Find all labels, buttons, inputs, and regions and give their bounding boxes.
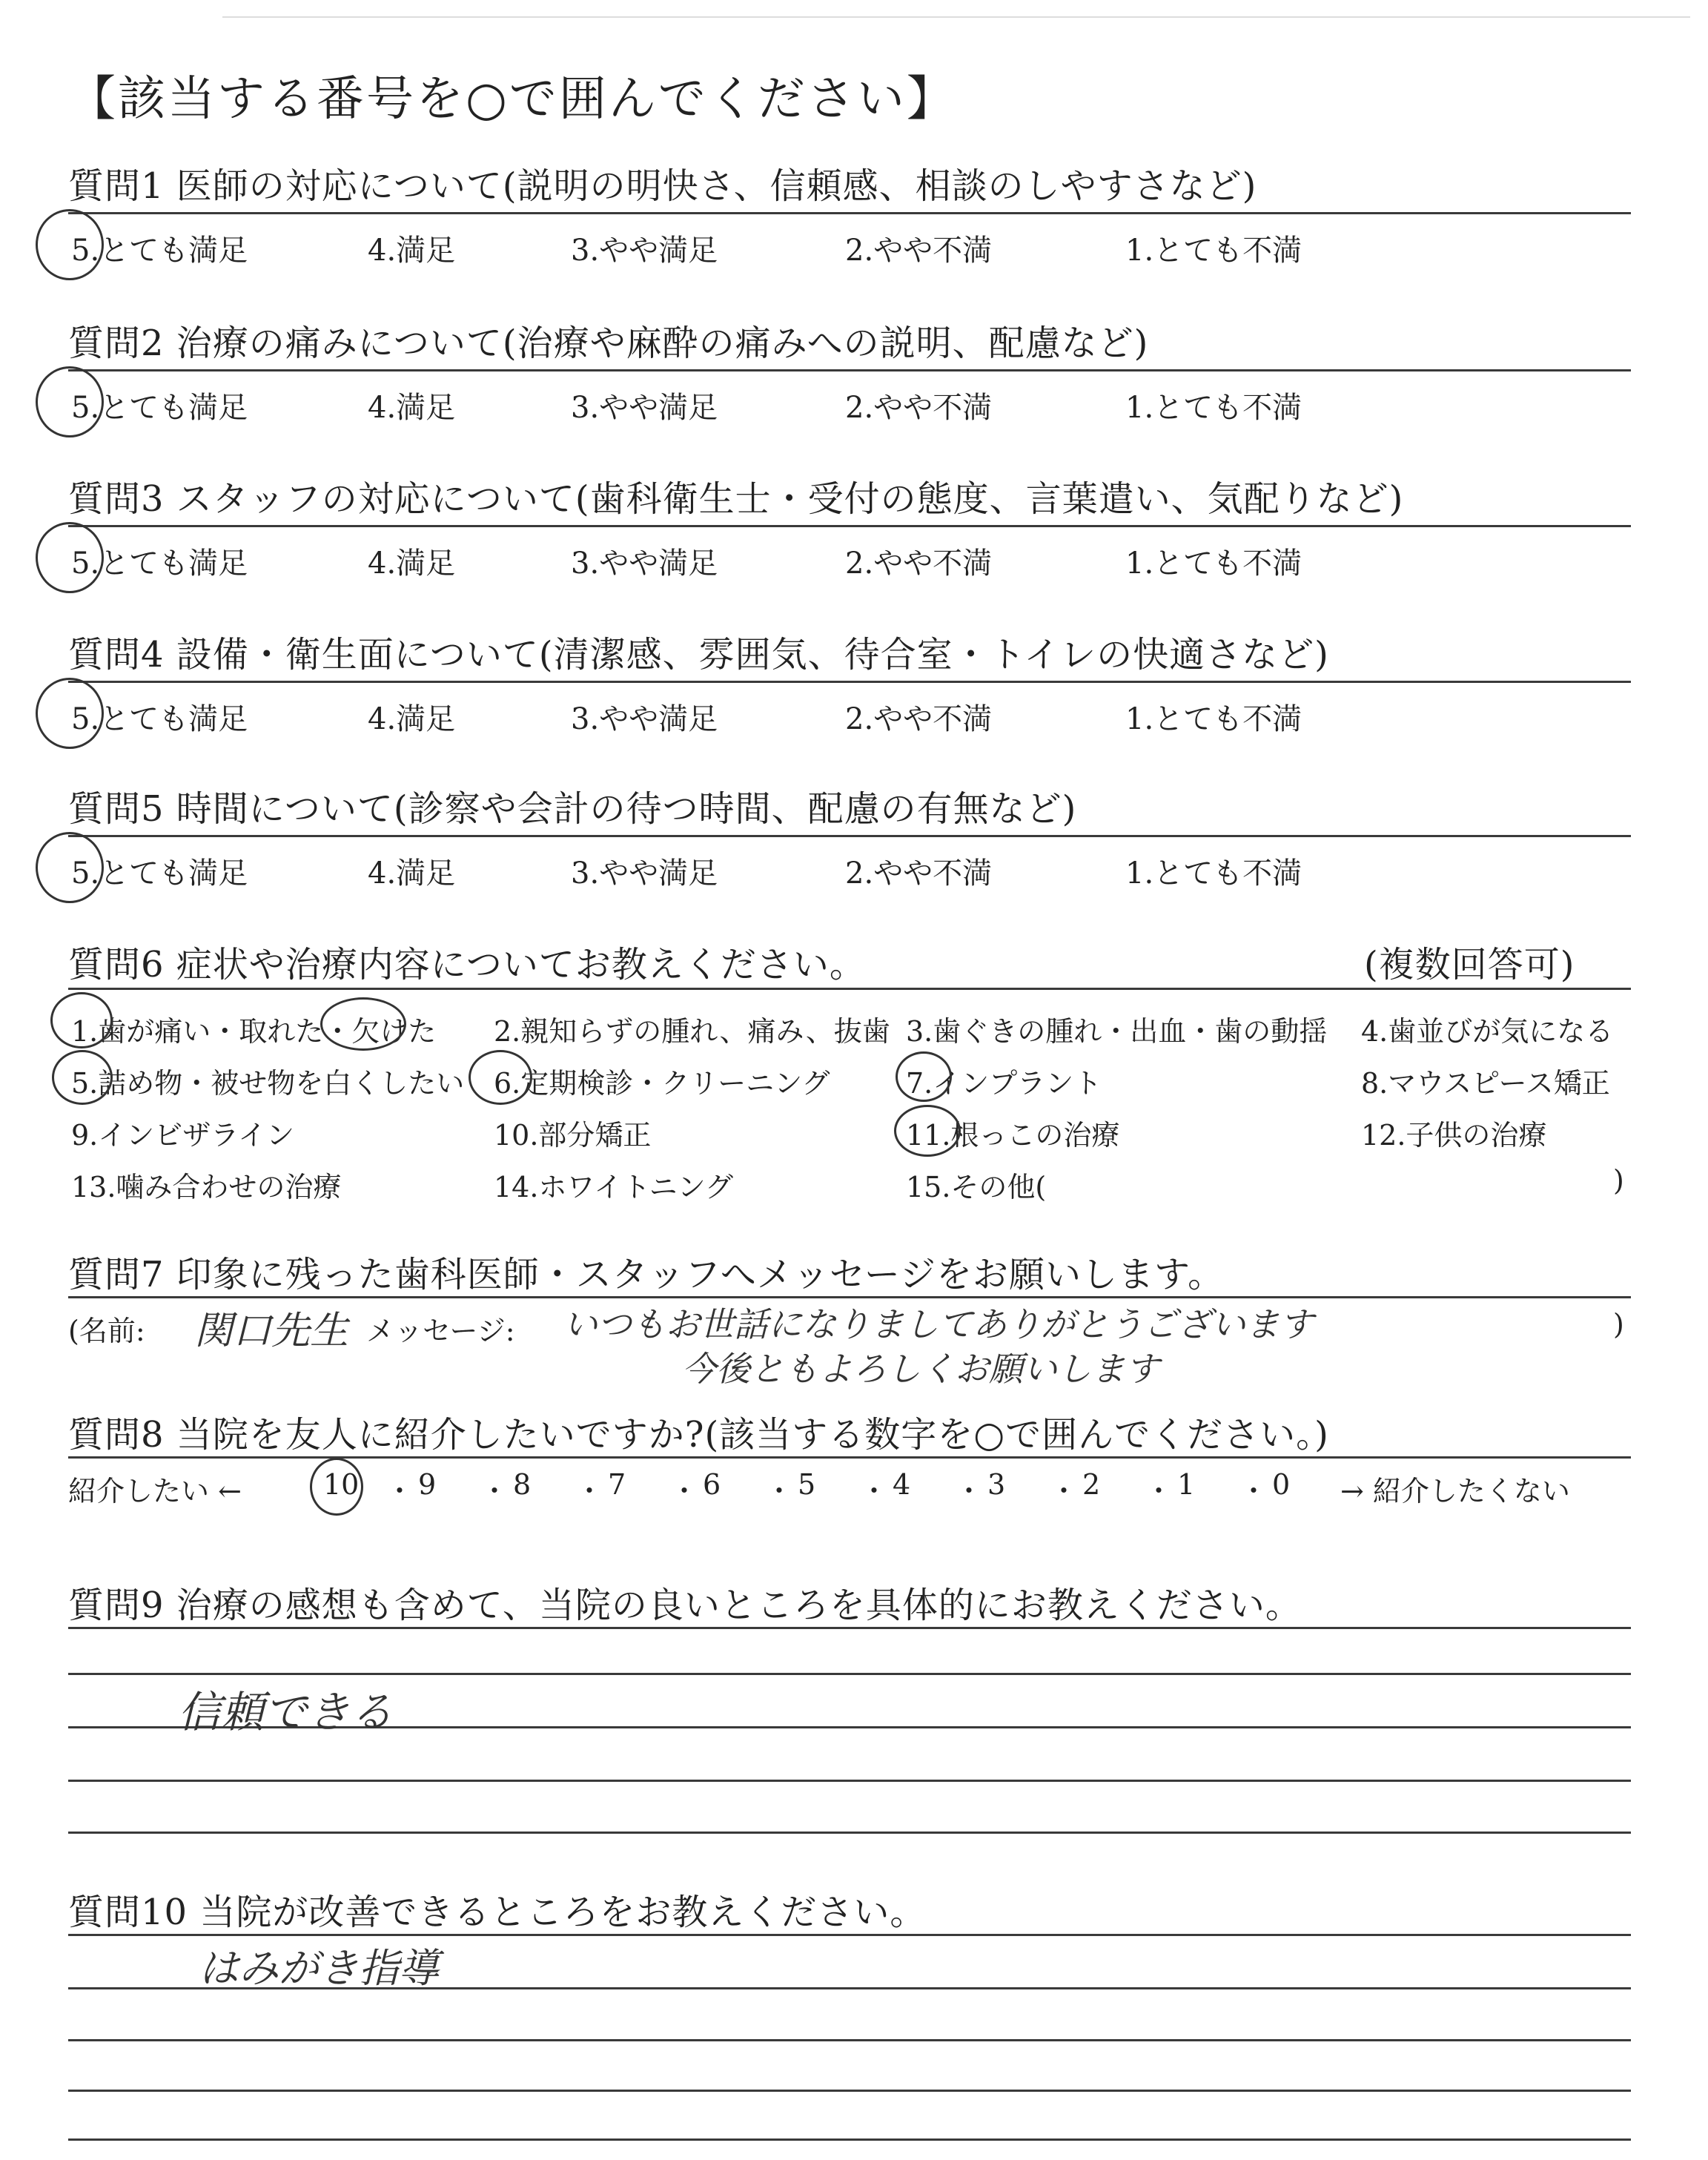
q6-item-6[interactable]: 6.定期検診・クリーニング — [494, 1067, 830, 1100]
q6-item-2[interactable]: 2.親知らずの腫れ、痛み、抜歯 — [494, 1015, 890, 1048]
q4-option-5[interactable]: 5.とても満足 — [71, 702, 248, 736]
q4-option-4[interactable]: 4.満足 — [368, 702, 456, 736]
q6-circle-5 — [52, 1050, 113, 1105]
page-top-edge — [222, 16, 1690, 18]
q4-rule — [68, 681, 1631, 683]
q8-scale-0[interactable]: 0 — [1272, 1468, 1291, 1501]
q1-option-1[interactable]: 1.とても不満 — [1125, 234, 1302, 268]
q10-title: 質問10 当院が改善できるところをお教えください。 — [68, 1892, 927, 1933]
q8-circle-10 — [310, 1458, 363, 1516]
q8-scale-separator: ・ — [955, 1475, 984, 1507]
q4-option-1[interactable]: 1.とても不満 — [1125, 702, 1302, 736]
q8-scale-1[interactable]: 1 — [1177, 1468, 1196, 1501]
q8-title: 質問8 当院を友人に紹介したいですか?(該当する数字を○で囲んでください。) — [68, 1414, 1329, 1456]
q7-title: 質問7 印象に残った歯科医師・スタッフへメッセージをお願いします。 — [68, 1254, 1225, 1295]
q8-rule — [68, 1456, 1631, 1459]
q6-item-13[interactable]: 13.噛み合わせの治療 — [71, 1171, 342, 1203]
q1-option-5[interactable]: 5.とても満足 — [71, 234, 248, 268]
q6-item-14[interactable]: 14.ホワイトニング — [494, 1171, 734, 1203]
q5-option-4[interactable]: 4.満足 — [368, 856, 456, 891]
q8-scale-2[interactable]: 2 — [1082, 1468, 1101, 1501]
q1-answer-circle — [36, 209, 104, 280]
q6-item-15[interactable]: 15.その他( — [906, 1171, 1047, 1203]
q8-scale-separator: ・ — [385, 1475, 414, 1507]
q1-rule — [68, 212, 1631, 214]
q5-title: 質問5 時間について(診察や会計の待つ時間、配慮の有無など) — [68, 788, 1077, 830]
q6-item-8[interactable]: 8.マウスピース矯正 — [1361, 1067, 1610, 1100]
q9-title: 質問9 治療の感想も含めて、当院の良いところを具体的にお教えください。 — [68, 1585, 1302, 1626]
q2-option-1[interactable]: 1.とても不満 — [1125, 391, 1302, 425]
q3-option-3[interactable]: 3.やや満足 — [571, 546, 718, 581]
q10-rule-1 — [68, 1934, 1631, 1936]
q3-answer-circle — [36, 522, 104, 593]
q10-answer[interactable]: はみがき指導 — [199, 1945, 439, 1992]
q2-option-4[interactable]: 4.満足 — [368, 391, 456, 425]
q7-message-label: メッセージ: — [366, 1315, 515, 1347]
q8-scale-6[interactable]: 6 — [703, 1468, 721, 1501]
q2-option-3[interactable]: 3.やや満足 — [571, 391, 718, 425]
q6-circle-11 — [894, 1105, 961, 1157]
q6-circle-7 — [896, 1051, 952, 1102]
q8-scale-separator: ・ — [860, 1475, 889, 1507]
q3-option-2[interactable]: 2.やや不満 — [845, 546, 993, 581]
q8-scale-5[interactable]: 5 — [798, 1468, 816, 1501]
q4-option-3[interactable]: 3.やや満足 — [571, 702, 718, 736]
q4-answer-circle — [36, 678, 104, 749]
q8-scale-9[interactable]: 9 — [418, 1468, 437, 1501]
q10-rule-4 — [68, 2090, 1631, 2092]
q6-item-10[interactable]: 10.部分矯正 — [494, 1119, 652, 1152]
q7-message-line1[interactable]: いつもお世話になりましてありがとうございます — [563, 1304, 1314, 1344]
q9-rule-5 — [68, 1832, 1631, 1834]
q6-item-12[interactable]: 12.子供の治療 — [1361, 1119, 1547, 1152]
q6-item-3[interactable]: 3.歯ぐきの腫れ・出血・歯の動揺 — [906, 1015, 1328, 1048]
q6-item-5[interactable]: 5.詰め物・被せ物を白くしたい — [71, 1067, 465, 1100]
q8-scale-separator: ・ — [575, 1475, 604, 1507]
q5-option-1[interactable]: 1.とても不満 — [1125, 856, 1302, 891]
q2-title: 質問2 治療の痛みについて(治療や麻酔の痛みへの説明、配慮など) — [68, 323, 1149, 364]
q6-circle-6 — [469, 1050, 532, 1105]
q6-item-1[interactable]: 1.歯が痛い・取れた・欠けた — [71, 1015, 437, 1048]
q2-rule — [68, 369, 1631, 371]
q6-title: 質問6 症状や治療内容についてお教えください。 — [68, 944, 866, 985]
q8-scale-separator: ・ — [1239, 1475, 1268, 1507]
q5-option-2[interactable]: 2.やや不満 — [845, 856, 993, 891]
q8-scale-separator: ・ — [670, 1475, 699, 1507]
q5-rule — [68, 835, 1631, 837]
q8-scale-8[interactable]: 8 — [513, 1468, 532, 1501]
q8-scale-separator: ・ — [480, 1475, 509, 1507]
q2-answer-circle — [36, 366, 104, 437]
q10-rule-3 — [68, 2039, 1631, 2041]
q5-option-3[interactable]: 3.やや満足 — [571, 856, 718, 891]
q8-scale-separator: ・ — [1145, 1475, 1174, 1507]
q8-left-label: 紹介したい ← — [68, 1475, 242, 1507]
q8-scale-separator: ・ — [765, 1475, 794, 1507]
q7-name-label: (名前: — [68, 1315, 145, 1347]
q8-scale-4[interactable]: 4 — [893, 1468, 911, 1501]
q9-rule-2 — [68, 1673, 1631, 1675]
q6-circle-1 — [50, 992, 113, 1048]
q3-option-4[interactable]: 4.満足 — [368, 546, 456, 581]
q6-item-11[interactable]: 11.根っこの治療 — [906, 1119, 1120, 1152]
q3-option-5[interactable]: 5.とても満足 — [71, 546, 248, 581]
q7-name-value[interactable]: 関口先生 — [194, 1309, 349, 1353]
q6-rule — [68, 988, 1631, 990]
q8-right-label: → 紹介したくない — [1340, 1475, 1570, 1507]
q4-option-2[interactable]: 2.やや不満 — [845, 702, 993, 736]
q6-item-15-close: ) — [1613, 1164, 1624, 1197]
q8-scale-10[interactable]: 10 — [323, 1468, 360, 1501]
q7-message-line2[interactable]: 今後ともよろしくお願いします — [682, 1349, 1159, 1389]
q8-scale-7[interactable]: 7 — [608, 1468, 626, 1501]
q6-item-4[interactable]: 4.歯並びが気になる — [1361, 1015, 1614, 1048]
q2-option-2[interactable]: 2.やや不満 — [845, 391, 993, 425]
q9-rule-4 — [68, 1780, 1631, 1782]
q1-option-4[interactable]: 4.満足 — [368, 234, 456, 268]
q3-option-1[interactable]: 1.とても不満 — [1125, 546, 1302, 581]
q6-note: (複数回答可) — [1364, 944, 1575, 985]
q1-title: 質問1 医師の対応について(説明の明快さ、信頼感、相談のしやすさなど) — [68, 165, 1257, 207]
q3-title: 質問3 スタッフの対応について(歯科衛生士・受付の態度、言葉遣い、気配りなど) — [68, 478, 1404, 520]
q2-option-5[interactable]: 5.とても満足 — [71, 391, 248, 425]
q3-rule — [68, 525, 1631, 527]
q1-option-3[interactable]: 3.やや満足 — [571, 234, 718, 268]
q9-answer[interactable]: 信頼できる — [178, 1687, 394, 1737]
q8-scale-3[interactable]: 3 — [987, 1468, 1006, 1501]
q6-item-9[interactable]: 9.インビザライン — [71, 1119, 295, 1152]
q8-scale-separator: ・ — [1050, 1475, 1079, 1507]
q6-circle-kaketa — [320, 997, 406, 1051]
q9-rule-1 — [68, 1627, 1631, 1629]
q4-title: 質問4 設備・衛生面について(清潔感、雰囲気、待合室・トイレの快適さなど) — [68, 634, 1329, 676]
page-title: 【該当する番号を○で囲んでください】 — [68, 72, 956, 127]
q1-option-2[interactable]: 2.やや不満 — [845, 234, 993, 268]
q10-rule-5 — [68, 2138, 1631, 2141]
q5-answer-circle — [36, 832, 104, 903]
q6-item-7[interactable]: 7.インプラント — [906, 1067, 1102, 1100]
q5-option-5[interactable]: 5.とても満足 — [71, 856, 248, 891]
q7-close-paren: ) — [1613, 1308, 1624, 1341]
